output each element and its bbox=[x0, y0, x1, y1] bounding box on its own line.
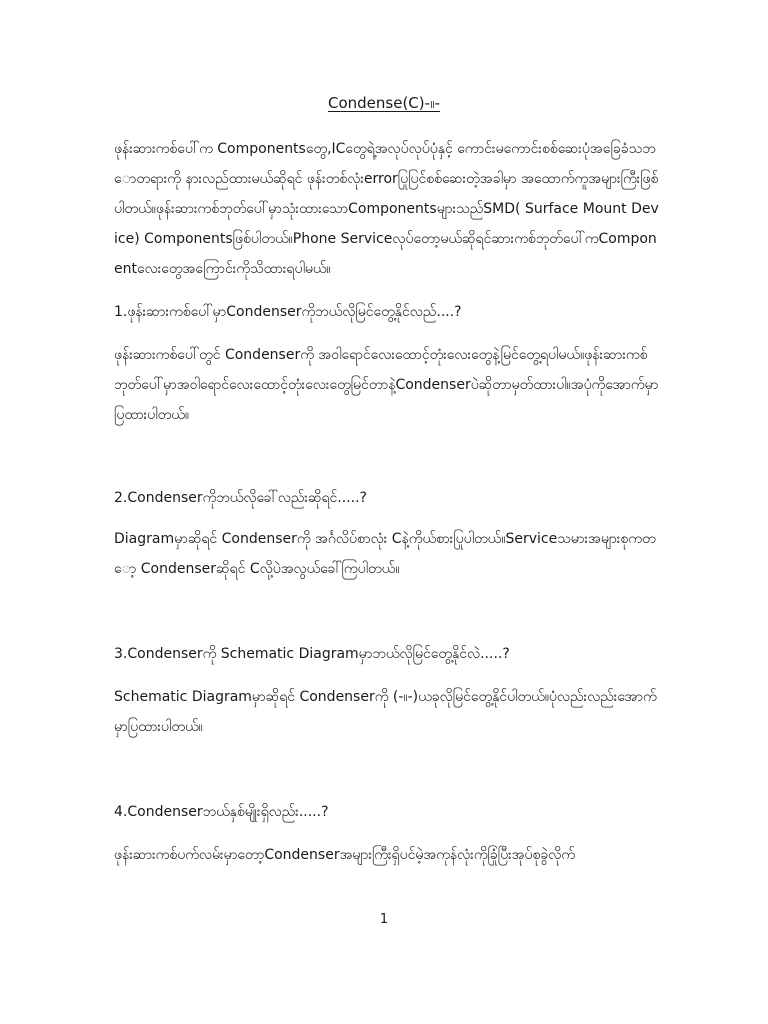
section-3-heading: 3.Condenserကို Schematic Diagramမှာဘယ်လိုမြင်တွေ့နိုင်လဲ.....? bbox=[114, 646, 510, 662]
section-1-paragraph: ဖုန်းဆားကစ်ပေါ်တွင် Condenserကို အဝါရောင်လေးထောင့်တုံးလေးတွေနဲ့မြင်တွေ့ရပါမယ်။ဖုန်းဆားကစ်ဘုတ်ပေါ်မှာအဝါရောင်လေးထောင့်တုံးလေးတွေမြင်တာနဲ့Condenserပဲဆိုတာမှတ်ထားပါ။အပုံကိုအောက်မှာပြထားပါတယ်။ bbox=[114, 347, 659, 423]
section-1-heading: 1.ဖုန်းဆားကစ်ပေါ်မှာCondenserကိုဘယ်လိုမြင်တွေ့နိုင်လည်....? bbox=[114, 304, 462, 320]
section-2-paragraph: Diagramမှာဆိုရင် Condenserကို အင်္ဂလိပ်စာလုံး Cနဲ့ကိုယ်စားပြုပါတယ်။Serviceသမားအများစုကတော့ Condenserဆိုရင် Cလို့ပဲအလွယ်ခေါ်ကြပါတယ်။ bbox=[114, 531, 656, 577]
section-4-heading: 4.Condenserဘယ်နှစ်မျိုးရှိလည်း.....? bbox=[114, 804, 329, 820]
intro-paragraph: ဖုန်းဆားကစ်ပေါ်က Componentsတွေ,ICတွေရဲ့အလုပ်လုပ်ပုံနှင့် ကောင်းမကောင်းစစ်ဆေးပုံအခြေခံသဘောတရားကို နားလည်ထားမယ်ဆိုရင် ဖုန်းတစ်လုံးerrorပြုပြင်စစ်ဆေးတဲ့အခါမှာ အထောက်ကူအများကြီးဖြစ်ပါတယ်။ဖုန်းဆားကစ်ဘုတ်ပေါ်မှာသုံးထားသောComponentsများသည်SMD( Surface Mount Device) Componentsဖြစ်ပါတယ်။Phone Serviceလုပ်တော့မယ်ဆိုရင်ဆားကစ်ဘုတ်ပေါ်ကComponentလေးတွေအကြောင်းကိုသိထားရပါမယ်။ bbox=[114, 141, 659, 277]
document-title: Condense(C)-။- bbox=[327, 94, 440, 112]
page-number: 1 bbox=[379, 912, 389, 927]
section-4-paragraph: ဖုန်းဆားကစ်ပက်လမ်းမှာတော့Condenserအများကြီးရှိပင်မဲ့အကုန်လုံးကိုခြုံပြီးအုပ်စုခွဲလိုက် bbox=[114, 847, 576, 863]
section-2-heading: 2.Condenserကိုဘယ်လိုခေါ်လည်းဆိုရင်.....? bbox=[114, 490, 367, 506]
section-3-paragraph: Schematic Diagramမှာဆိုရင် Condenserကို (-။-)ယခုလိုမြင်တွေ့နိုင်ပါတယ်။ပုံလည်းလည်းအောက်မှာပြထားပါတယ်။ bbox=[114, 689, 657, 735]
